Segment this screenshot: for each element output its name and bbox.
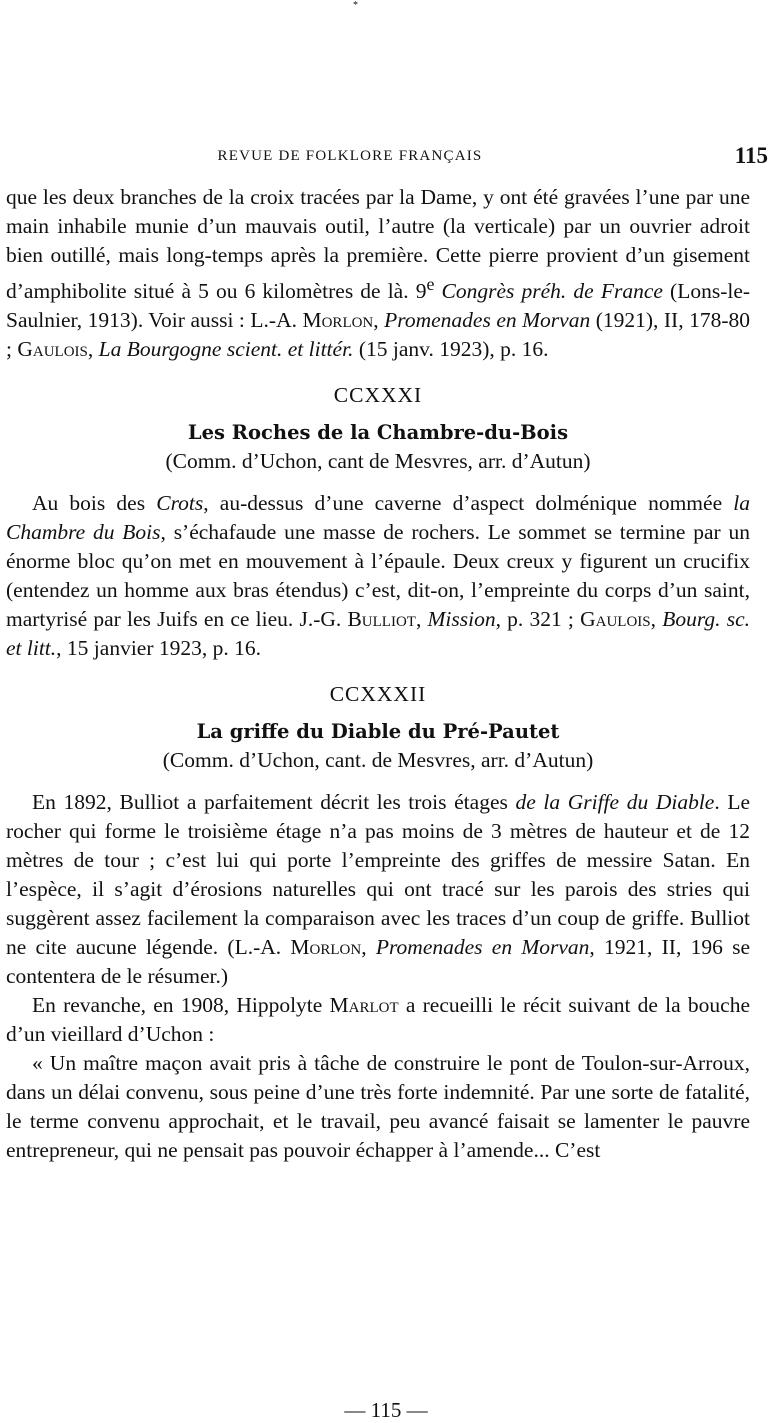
section-location: (Comm. d’Uchon, cant. de Mesvres, arr. d’Autun)	[162, 748, 594, 773]
page-footer: — 115 —	[344, 1398, 428, 1422]
section-title: La griffe du Diable du Pré-Pautet	[196, 720, 560, 744]
page-body	[6, 183, 750, 1165]
section1-paragraph: Au bois des Crots, au-dessus d’une caverne d’aspect dolménique nommée la Chambre du Bois, s’échafaude une masse de rochers. Le sommet se termine par un énorme bloc qu’on met en mouvement à l’épaule. Deux creux y figurent un crucifix (entendez un homme aux bras étendus) c’est, dit-on, l’empreinte du corps d’un saint, martyrisé par les Juifs en ce lieu. J.-G. Bulliot, Mission, p. 321 ; Gaulois, Bourg. sc. et litt., 15 janvier 1923, p. 16.	[6, 491, 750, 661]
section-number: CCXXXII	[329, 682, 427, 707]
section-number: CCXXXI	[333, 383, 423, 408]
page-header	[0, 143, 772, 173]
section-title: Les Roches de la Chambre-du-Bois	[187, 421, 569, 445]
running-title: REVUE DE FOLKLORE FRANÇAIS	[217, 148, 483, 164]
intro-paragraph: que les deux branches de la croix tracées par la Dame, y ont été gravées l’une par une main inhabile munie d’un mauvais outil, l’autre (la verticale) par un ouvrier adroit bien outillé, mais long-temps après la première. Cette pierre provient d’un gisement d’amphibolite situé à 5 ou 6 kilomètres de là. 9e Congrès préh. de France (Lons-le-Saulnier, 1913). Voir aussi : L.-A. Morlon, Promenades en Morvan (1921), II, 178-80 ; Gaulois, La Bourgogne scient. et littér. (15 janv. 1923), p. 16.	[6, 185, 751, 362]
section2-paragraph-3: « Un maître maçon avait pris à tâche de construire le pont de Toulon-sur-Arroux, dans un délai convenu, sous peine d’une très forte indemnité. Par une sorte de fatalité, le terme convenu approchait, et le travail, peu avancé faisait se lamenter le pauvre entrepreneur, qui ne pensait pas pouvoir échapper à l’amende... C’est	[6, 1051, 750, 1163]
section-location: (Comm. d’Uchon, cant de Mesvres, arr. d’Autun)	[165, 449, 591, 474]
top-mark: *	[353, 0, 358, 11]
section2-paragraph-2: En revanche, en 1908, Hippolyte Marlot a recueilli le récit suivant de la bouche d’un vieillard d’Uchon :	[6, 993, 750, 1047]
section2-paragraph-1: En 1892, Bulliot a parfaitement décrit les trois étages de la Griffe du Diable. Le rocher qui forme le troisième étage n’a pas moins de 3 mètres de hauteur et de 12 mètres de tour ; c’est lui qui porte l’empreinte des griffes de messire Satan. En l’espèce, il s’agit d’érosions naturelles qui ont tracé sur les parois des stries qui suggèrent assez facilement la comparaison avec les traces d’un coup de griffe. Bulliot ne cite aucune légende. (L.-A. Morlon, Promenades en Morvan, 1921, II, 196 se contentera de le résumer.)	[6, 790, 751, 989]
page-number: 115	[734, 143, 768, 168]
